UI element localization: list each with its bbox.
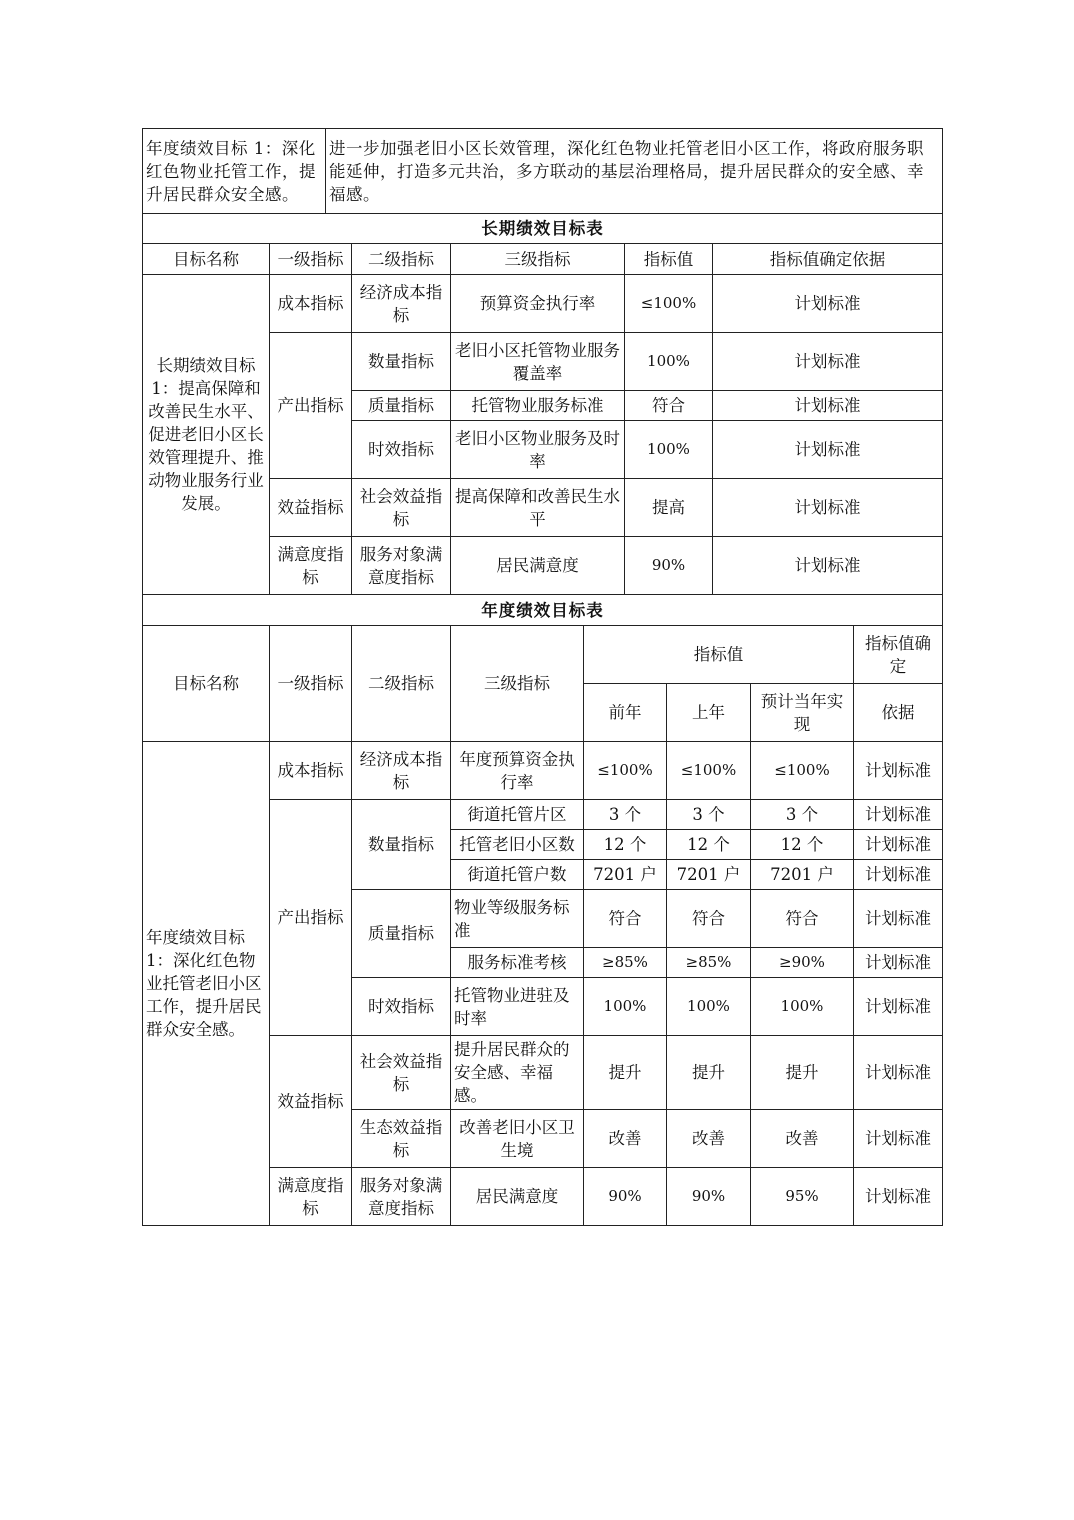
long-term-header-row — [143, 244, 943, 275]
header-level3: 三级指标 — [451, 244, 625, 275]
current-cell: 100% — [751, 978, 854, 1036]
value-cell: 100% — [625, 333, 713, 391]
basis-cell: 计划标准 — [713, 537, 943, 595]
prev1-cell: ≥85% — [667, 948, 751, 978]
level3-cell: 老旧小区托管物业服务覆盖率 — [451, 333, 625, 391]
level3-cell: 托管物业进驻及时率 — [451, 978, 584, 1036]
level1-cost: 成本指标 — [270, 742, 352, 800]
value-cell: 90% — [625, 537, 713, 595]
level3-cell: 老旧小区物业服务及时率 — [451, 421, 625, 479]
prev1-cell: 90% — [667, 1168, 751, 1226]
level2-cell: 社会效益指标 — [352, 479, 451, 537]
value-cell: ≤100% — [625, 275, 713, 333]
level2-cell: 时效指标 — [352, 421, 451, 479]
level2-cell: 数量指标 — [352, 800, 451, 890]
header-prev2: 前年 — [584, 684, 667, 742]
prev1-cell: ≤100% — [667, 742, 751, 800]
table-row — [143, 275, 943, 333]
prev1-cell: 7201 户 — [667, 860, 751, 890]
level2-cell: 服务对象满意度指标 — [352, 1168, 451, 1226]
header-level2: 二级指标 — [352, 244, 451, 275]
current-cell: 提升 — [751, 1036, 854, 1110]
current-cell: 12 个 — [751, 830, 854, 860]
header-value: 指标值 — [625, 244, 713, 275]
long-term-goal: 长期绩效目标 1：提高保障和改善民生水平、促进老旧小区长效管理提升、推动物业服务行业发展。 — [143, 275, 270, 595]
current-cell: ≥90% — [751, 948, 854, 978]
basis-cell: 计划标准 — [713, 333, 943, 391]
prev1-cell: 提升 — [667, 1036, 751, 1110]
basis-cell: 计划标准 — [854, 830, 943, 860]
current-cell: 7201 户 — [751, 860, 854, 890]
current-cell: 3 个 — [751, 800, 854, 830]
prev1-cell: 3 个 — [667, 800, 751, 830]
annual-goal-label: 年度绩效目标 1：深化红色物业托管工作，提升居民群众安全感。 — [143, 129, 326, 214]
level3-cell: 托管物业服务标准 — [451, 391, 625, 421]
level3-cell: 居民满意度 — [451, 537, 625, 595]
table-row — [143, 742, 943, 800]
header-value: 指标值 — [584, 626, 854, 684]
level2-cell: 质量指标 — [352, 890, 451, 978]
basis-cell: 计划标准 — [854, 742, 943, 800]
prev2-cell: 符合 — [584, 890, 667, 948]
level2-cell: 质量指标 — [352, 391, 451, 421]
level2-cell: 时效指标 — [352, 978, 451, 1036]
basis-cell: 计划标准 — [854, 978, 943, 1036]
header-basis-bottom: 依据 — [854, 684, 943, 742]
level3-cell: 街道托管片区 — [451, 800, 584, 830]
prev2-cell: ≥85% — [584, 948, 667, 978]
prev1-cell: 12 个 — [667, 830, 751, 860]
annual-goal: 年度绩效目标 1：深化红色物业托管老旧小区工作，提升居民群众安全感。 — [143, 742, 270, 1226]
basis-cell: 计划标准 — [854, 1168, 943, 1226]
prev2-cell: 12 个 — [584, 830, 667, 860]
level3-cell: 居民满意度 — [451, 1168, 584, 1226]
header-level1: 一级指标 — [270, 244, 352, 275]
basis-cell: 计划标准 — [854, 890, 943, 948]
level3-cell: 预算资金执行率 — [451, 275, 625, 333]
level3-cell: 提升居民群众的安全感、幸福感。 — [451, 1036, 584, 1110]
current-cell: 95% — [751, 1168, 854, 1226]
prev2-cell: 3 个 — [584, 800, 667, 830]
current-cell: ≤100% — [751, 742, 854, 800]
level3-cell: 托管老旧小区数 — [451, 830, 584, 860]
level3-cell: 改善老旧小区卫生境 — [451, 1110, 584, 1168]
level2-cell: 经济成本指标 — [352, 275, 451, 333]
level2-cell: 生态效益指标 — [352, 1110, 451, 1168]
basis-cell: 计划标准 — [713, 275, 943, 333]
prev1-cell: 100% — [667, 978, 751, 1036]
prev1-cell: 符合 — [667, 890, 751, 948]
header-prev1: 上年 — [667, 684, 751, 742]
prev1-cell: 改善 — [667, 1110, 751, 1168]
header-basis-top: 指标值确定 — [854, 626, 943, 684]
level1-benefit: 效益指标 — [270, 1036, 352, 1168]
basis-cell: 计划标准 — [713, 391, 943, 421]
header-level3: 三级指标 — [451, 626, 584, 742]
level3-cell: 年度预算资金执行率 — [451, 742, 584, 800]
header-level1: 一级指标 — [270, 626, 352, 742]
value-cell: 符合 — [625, 391, 713, 421]
basis-cell: 计划标准 — [854, 948, 943, 978]
level1-cost: 成本指标 — [270, 275, 352, 333]
level1-output: 产出指标 — [270, 800, 352, 1036]
header-level2: 二级指标 — [352, 626, 451, 742]
basis-cell: 计划标准 — [854, 800, 943, 830]
basis-cell: 计划标准 — [713, 479, 943, 537]
prev2-cell: 提升 — [584, 1036, 667, 1110]
annual-table — [142, 594, 943, 1226]
level1-benefit: 效益指标 — [270, 479, 352, 537]
document-page — [142, 128, 942, 1226]
header-basis: 指标值确定依据 — [713, 244, 943, 275]
prev2-cell: 7201 户 — [584, 860, 667, 890]
level2-cell: 经济成本指标 — [352, 742, 451, 800]
basis-cell: 计划标准 — [854, 1110, 943, 1168]
level3-cell: 服务标准考核 — [451, 948, 584, 978]
annual-header-row — [143, 626, 943, 684]
long-term-title: 长期绩效目标表 — [143, 214, 943, 244]
level3-cell: 提高保障和改善民生水平 — [451, 479, 625, 537]
long-term-table — [142, 213, 943, 595]
level1-satisfaction: 满意度指标 — [270, 537, 352, 595]
basis-cell: 计划标准 — [854, 1036, 943, 1110]
level1-satisfaction: 满意度指标 — [270, 1168, 352, 1226]
basis-cell: 计划标准 — [854, 860, 943, 890]
level3-cell: 物业等级服务标准 — [451, 890, 584, 948]
level2-cell: 社会效益指标 — [352, 1036, 451, 1110]
level1-output: 产出指标 — [270, 333, 352, 479]
level2-cell: 服务对象满意度指标 — [352, 537, 451, 595]
basis-cell: 计划标准 — [713, 421, 943, 479]
annual-goal-content: 进一步加强老旧小区长效管理，深化红色物业托管老旧小区工作，将政府服务职能延伸，打造多元共治，多方联动的基层治理格局，提升居民群众的安全感、幸福感。 — [326, 129, 943, 214]
prev2-cell: 改善 — [584, 1110, 667, 1168]
intro-table — [142, 128, 943, 214]
value-cell: 提高 — [625, 479, 713, 537]
annual-title: 年度绩效目标表 — [143, 595, 943, 626]
value-cell: 100% — [625, 421, 713, 479]
prev2-cell: ≤100% — [584, 742, 667, 800]
header-goal-name: 目标名称 — [143, 244, 270, 275]
current-cell: 符合 — [751, 890, 854, 948]
header-goal-name: 目标名称 — [143, 626, 270, 742]
header-current: 预计当年实现 — [751, 684, 854, 742]
current-cell: 改善 — [751, 1110, 854, 1168]
prev2-cell: 90% — [584, 1168, 667, 1226]
prev2-cell: 100% — [584, 978, 667, 1036]
level2-cell: 数量指标 — [352, 333, 451, 391]
level3-cell: 街道托管户数 — [451, 860, 584, 890]
